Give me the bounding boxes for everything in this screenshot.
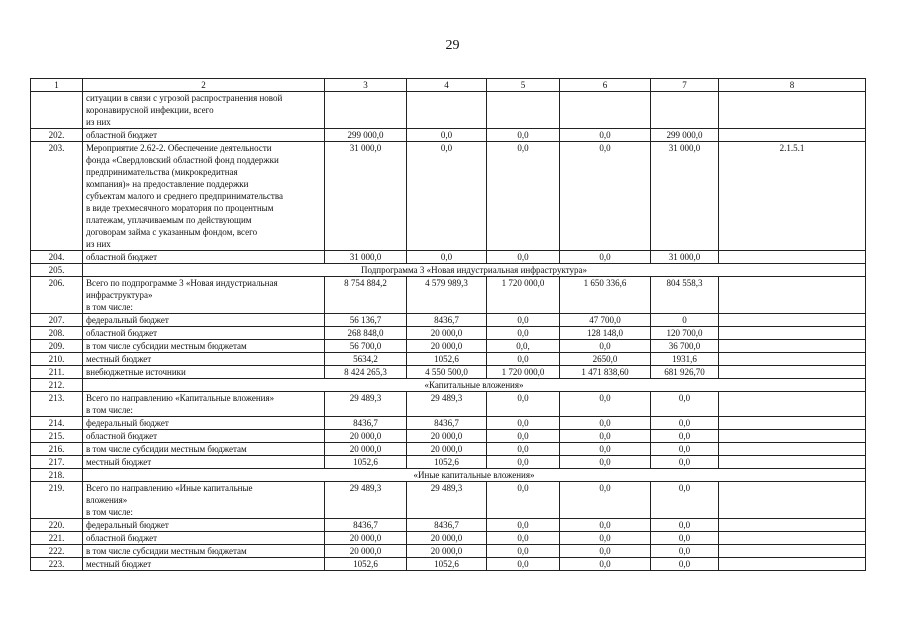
row-number: 205. — [31, 264, 83, 277]
amount-cell: 0,0 — [487, 443, 560, 456]
amount-cell: 0,0 — [487, 327, 560, 340]
amount-cell: 0,0 — [560, 443, 651, 456]
row-label-line: в том числе субсидии местным бюджетам — [86, 444, 247, 454]
row-label-line: ситуации в связи с угрозой распространения новой — [86, 93, 283, 103]
target-code: 2.1.5.1 — [719, 142, 866, 251]
amount-cell: 0,0 — [651, 545, 719, 558]
amount-cell: 5634,2 — [325, 353, 407, 366]
amount-cell: 0,0 — [487, 251, 560, 264]
target-code — [719, 129, 866, 142]
row-label-line: Всего по направлению «Капитальные вложения» — [86, 393, 275, 403]
amount-cell: 0,0 — [560, 142, 651, 251]
row-number: 218. — [31, 469, 83, 482]
row-label — [83, 519, 325, 532]
row-label-line: в виде трехмесячного моратория по процентным — [86, 203, 274, 213]
amount-cell: 0,0 — [487, 353, 560, 366]
target-code — [719, 327, 866, 340]
amount-cell: 1052,6 — [407, 353, 487, 366]
amount-cell: 36 700,0 — [651, 340, 719, 353]
column-header: 1 — [31, 79, 83, 92]
row-number: 221. — [31, 532, 83, 545]
amount-cell: 0,0 — [487, 456, 560, 469]
table-row — [31, 558, 866, 571]
table-row — [31, 482, 866, 519]
row-label — [83, 366, 325, 379]
amount-cell: 31 000,0 — [325, 142, 407, 251]
amount-cell: 0,0 — [651, 417, 719, 430]
amount-cell: 0,0 — [407, 251, 487, 264]
amount-cell: 47 700,0 — [560, 314, 651, 327]
amount-cell: 0,0 — [487, 519, 560, 532]
section-title: Подпрограмма 3 «Новая индустриальная инфраструктура» — [83, 264, 866, 277]
table-row — [31, 545, 866, 558]
row-label-line: Мероприятие 2.62-2. Обеспечение деятельности — [86, 143, 272, 153]
target-code — [719, 482, 866, 519]
row-label-line: в том числе: — [86, 302, 133, 312]
amount-cell: 0,0 — [407, 142, 487, 251]
amount-cell: 29 489,3 — [407, 482, 487, 519]
amount-cell: 804 558,3 — [651, 277, 719, 314]
amount-cell — [651, 92, 719, 129]
row-label — [83, 392, 325, 417]
row-number: 220. — [31, 519, 83, 532]
amount-cell: 4 550 500,0 — [407, 366, 487, 379]
table-row — [31, 129, 866, 142]
amount-cell: 0,0 — [487, 129, 560, 142]
amount-cell: 1931,6 — [651, 353, 719, 366]
amount-cell: 299 000,0 — [651, 129, 719, 142]
column-header: 3 — [325, 79, 407, 92]
row-label-line: областной бюджет — [86, 533, 158, 543]
amount-cell: 0,0 — [651, 558, 719, 571]
row-label-line: компания)» на предоставление поддержки — [86, 179, 249, 189]
row-number: 215. — [31, 430, 83, 443]
row-number: 212. — [31, 379, 83, 392]
target-code — [719, 456, 866, 469]
row-label-line: предпринимательства (микрокредитная — [86, 167, 238, 177]
row-label-line: областной бюджет — [86, 252, 158, 262]
row-label-line: местный бюджет — [86, 457, 152, 467]
table-header-row — [31, 79, 866, 92]
row-number: 203. — [31, 142, 83, 251]
row-label — [83, 532, 325, 545]
table-row — [31, 532, 866, 545]
amount-cell: 29 489,3 — [325, 392, 407, 417]
column-header: 4 — [407, 79, 487, 92]
row-label-line: вложения» — [86, 495, 128, 505]
amount-cell — [560, 92, 651, 129]
amount-cell: 120 700,0 — [651, 327, 719, 340]
row-label — [83, 277, 325, 314]
target-code — [719, 545, 866, 558]
amount-cell: 56 700,0 — [325, 340, 407, 353]
amount-cell: 20 000,0 — [407, 443, 487, 456]
target-code — [719, 92, 866, 129]
row-label — [83, 327, 325, 340]
row-label-line: местный бюджет — [86, 354, 152, 364]
table-row — [31, 251, 866, 264]
amount-cell: 0,0 — [651, 482, 719, 519]
amount-cell: 1 471 838,60 — [560, 366, 651, 379]
amount-cell: 0,0 — [560, 251, 651, 264]
row-label-line: федеральный бюджет — [86, 315, 169, 325]
target-code — [719, 314, 866, 327]
target-code — [719, 366, 866, 379]
amount-cell: 0,0 — [651, 532, 719, 545]
row-label-line: в том числе субсидии местным бюджетам — [86, 546, 247, 556]
amount-cell: 31 000,0 — [651, 142, 719, 251]
amount-cell: 2650,0 — [560, 353, 651, 366]
section-title: «Иные капитальные вложения» — [83, 469, 866, 482]
amount-cell: 0,0, — [487, 340, 560, 353]
amount-cell — [407, 92, 487, 129]
amount-cell: 8 754 884,2 — [325, 277, 407, 314]
amount-cell: 8436,7 — [325, 417, 407, 430]
amount-cell: 0,0 — [560, 519, 651, 532]
target-code — [719, 417, 866, 430]
amount-cell: 0,0 — [560, 129, 651, 142]
amount-cell: 20 000,0 — [325, 532, 407, 545]
amount-cell: 0,0 — [560, 417, 651, 430]
table-row — [31, 340, 866, 353]
amount-cell: 1052,6 — [325, 456, 407, 469]
table-row — [31, 456, 866, 469]
amount-cell: 8436,7 — [325, 519, 407, 532]
row-number: 211. — [31, 366, 83, 379]
row-label-line: Всего по направлению «Иные капитальные — [86, 483, 253, 493]
amount-cell: 0,0 — [560, 392, 651, 417]
table-row — [31, 353, 866, 366]
row-number: 213. — [31, 392, 83, 417]
budget-table — [30, 78, 866, 571]
row-label — [83, 353, 325, 366]
amount-cell: 0,0 — [651, 456, 719, 469]
row-number: 217. — [31, 456, 83, 469]
amount-cell: 8 424 265,3 — [325, 366, 407, 379]
amount-cell: 8436,7 — [407, 417, 487, 430]
row-label-line: в том числе: — [86, 405, 133, 415]
amount-cell: 0,0 — [560, 532, 651, 545]
amount-cell: 20 000,0 — [407, 532, 487, 545]
row-label-line: местный бюджет — [86, 559, 152, 569]
row-label-line: субъектам малого и среднего предпринимательства — [86, 191, 283, 201]
amount-cell: 20 000,0 — [407, 340, 487, 353]
row-label — [83, 92, 325, 129]
amount-cell: 0,0 — [487, 417, 560, 430]
amount-cell: 20 000,0 — [325, 443, 407, 456]
amount-cell: 0,0 — [487, 314, 560, 327]
target-code — [719, 519, 866, 532]
row-label-line: в том числе субсидии местным бюджетам — [86, 341, 247, 351]
amount-cell: 299 000,0 — [325, 129, 407, 142]
column-header: 7 — [651, 79, 719, 92]
row-number: 204. — [31, 251, 83, 264]
row-label-line: внебюджетные источники — [86, 367, 186, 377]
page-number: 29 — [445, 38, 460, 53]
amount-cell: 29 489,3 — [325, 482, 407, 519]
target-code — [719, 277, 866, 314]
row-number: 223. — [31, 558, 83, 571]
amount-cell: 4 579 989,3 — [407, 277, 487, 314]
table-row — [31, 277, 866, 314]
amount-cell: 8436,7 — [407, 314, 487, 327]
amount-cell: 0,0 — [487, 532, 560, 545]
row-label-line: платежам, уплачиваемым по действующим — [86, 215, 252, 225]
table-row — [31, 314, 866, 327]
amount-cell: 1052,6 — [325, 558, 407, 571]
amount-cell: 20 000,0 — [325, 545, 407, 558]
amount-cell: 1 720 000,0 — [487, 277, 560, 314]
row-label — [83, 443, 325, 456]
amount-cell: 0,0 — [487, 482, 560, 519]
amount-cell: 0,0 — [407, 129, 487, 142]
amount-cell: 20 000,0 — [407, 327, 487, 340]
table-row — [31, 366, 866, 379]
row-label — [83, 456, 325, 469]
row-number: 216. — [31, 443, 83, 456]
row-number: 214. — [31, 417, 83, 430]
target-code — [719, 443, 866, 456]
table-row — [31, 519, 866, 532]
row-label-line: областной бюджет — [86, 328, 158, 338]
amount-cell: 0,0 — [560, 340, 651, 353]
column-header: 6 — [560, 79, 651, 92]
row-number: 207. — [31, 314, 83, 327]
amount-cell — [325, 92, 407, 129]
row-label — [83, 417, 325, 430]
row-number: 222. — [31, 545, 83, 558]
target-code — [719, 558, 866, 571]
table-row — [31, 142, 866, 251]
row-label — [83, 142, 325, 251]
amount-cell: 268 848,0 — [325, 327, 407, 340]
row-label — [83, 545, 325, 558]
amount-cell: 0,0 — [487, 430, 560, 443]
column-header: 5 — [487, 79, 560, 92]
target-code — [719, 340, 866, 353]
row-number: 208. — [31, 327, 83, 340]
row-label-line: из них — [86, 117, 111, 127]
amount-cell: 29 489,3 — [407, 392, 487, 417]
amount-cell: 128 148,0 — [560, 327, 651, 340]
amount-cell: 1052,6 — [407, 558, 487, 571]
target-code — [719, 430, 866, 443]
amount-cell: 0,0 — [651, 443, 719, 456]
table-row — [31, 430, 866, 443]
amount-cell: 20 000,0 — [325, 430, 407, 443]
amount-cell: 0,0 — [487, 545, 560, 558]
row-label-line: федеральный бюджет — [86, 520, 169, 530]
row-label — [83, 251, 325, 264]
amount-cell: 0,0 — [651, 392, 719, 417]
target-code — [719, 251, 866, 264]
row-number: 209. — [31, 340, 83, 353]
row-label — [83, 340, 325, 353]
row-label — [83, 430, 325, 443]
row-label — [83, 129, 325, 142]
amount-cell: 0,0 — [560, 482, 651, 519]
row-label-line: коронавирусной инфекции, всего — [86, 105, 214, 115]
amount-cell: 1 650 336,6 — [560, 277, 651, 314]
amount-cell: 0,0 — [560, 545, 651, 558]
target-code — [719, 353, 866, 366]
amount-cell: 0,0 — [560, 430, 651, 443]
row-label-line: договорам займа с указанным фондом, всего — [86, 227, 258, 237]
amount-cell: 0,0 — [487, 142, 560, 251]
amount-cell: 56 136,7 — [325, 314, 407, 327]
section-title: «Капитальные вложения» — [83, 379, 866, 392]
amount-cell: 31 000,0 — [325, 251, 407, 264]
row-label — [83, 482, 325, 519]
section-row — [31, 264, 866, 277]
amount-cell: 8436,7 — [407, 519, 487, 532]
amount-cell: 0,0 — [560, 558, 651, 571]
row-label-line: из них — [86, 239, 111, 249]
table-row — [31, 392, 866, 417]
row-number: 219. — [31, 482, 83, 519]
column-header: 2 — [83, 79, 325, 92]
row-number — [31, 92, 83, 129]
amount-cell — [487, 92, 560, 129]
amount-cell: 0,0 — [487, 558, 560, 571]
table-row — [31, 443, 866, 456]
amount-cell: 1052,6 — [407, 456, 487, 469]
table-row — [31, 92, 866, 129]
row-label-line: федеральный бюджет — [86, 418, 169, 428]
row-label-line: инфраструктура» — [86, 290, 153, 300]
amount-cell: 20 000,0 — [407, 430, 487, 443]
amount-cell: 20 000,0 — [407, 545, 487, 558]
section-row — [31, 379, 866, 392]
amount-cell: 0,0 — [560, 456, 651, 469]
amount-cell: 0,0 — [651, 519, 719, 532]
row-number: 202. — [31, 129, 83, 142]
table-row — [31, 417, 866, 430]
row-label-line: Всего по подпрограмме 3 «Новая индустриальная — [86, 278, 278, 288]
amount-cell: 1 720 000,0 — [487, 366, 560, 379]
row-label-line: в том числе: — [86, 507, 133, 517]
section-row — [31, 469, 866, 482]
target-code — [719, 392, 866, 417]
row-label-line: фонда «Свердловский областной фонд поддержки — [86, 155, 279, 165]
amount-cell: 0,0 — [651, 430, 719, 443]
table-row — [31, 327, 866, 340]
row-number: 206. — [31, 277, 83, 314]
row-label-line: областной бюджет — [86, 130, 158, 140]
column-header: 8 — [719, 79, 866, 92]
target-code — [719, 532, 866, 545]
amount-cell: 31 000,0 — [651, 251, 719, 264]
row-label-line: областной бюджет — [86, 431, 158, 441]
amount-cell: 0 — [651, 314, 719, 327]
amount-cell: 681 926,70 — [651, 366, 719, 379]
row-number: 210. — [31, 353, 83, 366]
row-label — [83, 558, 325, 571]
row-label — [83, 314, 325, 327]
amount-cell: 0,0 — [487, 392, 560, 417]
